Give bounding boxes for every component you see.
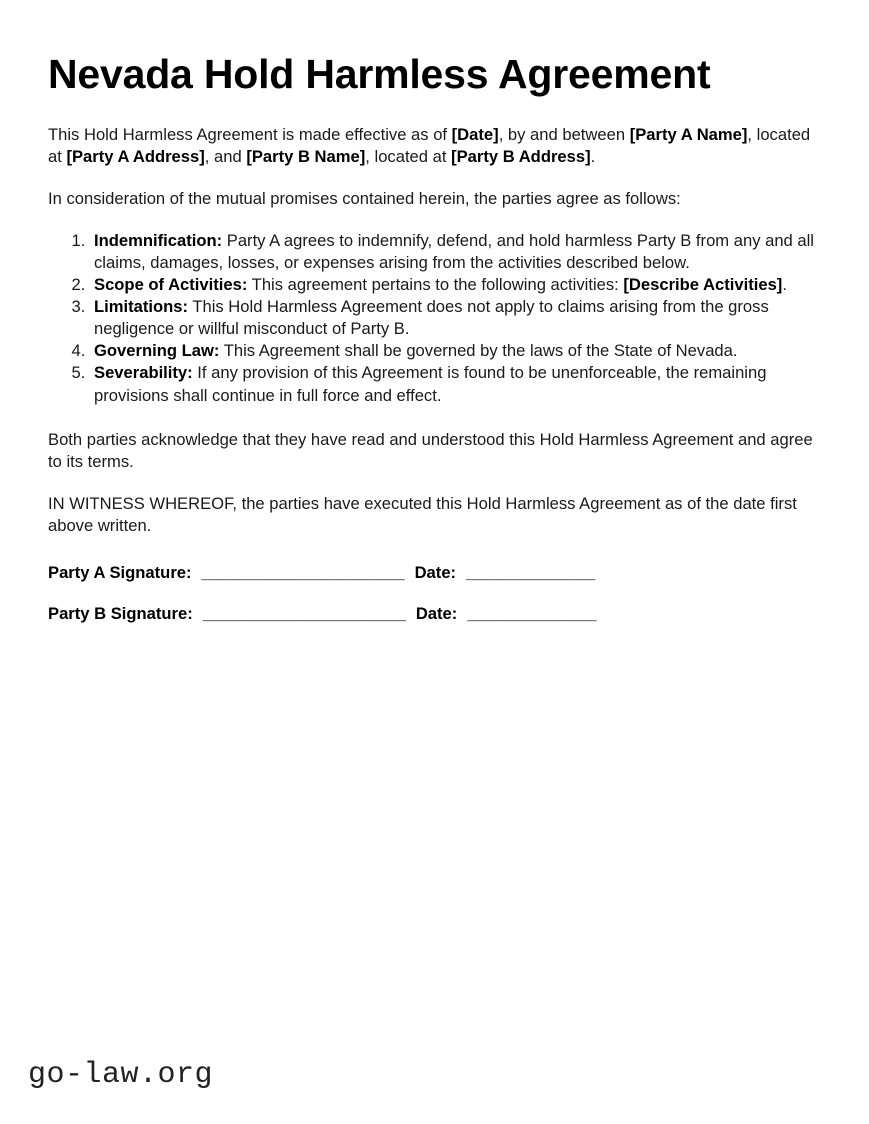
acknowledgement-paragraph: Both parties acknowledge that they have read and understood this Hold Harmless Agreement and agree to its terms.	[48, 429, 813, 471]
intro-text-run: , by and between	[498, 124, 630, 144]
intro-text-run: , located at	[365, 146, 452, 166]
clause-list	[48, 230, 823, 407]
intro-placeholder-party-a-name: [Party A Name]	[629, 124, 748, 144]
intro-placeholder-date: [Date]	[451, 124, 499, 144]
party-b-date-label: Date:	[415, 604, 458, 624]
clause-heading: Scope of Activities:	[94, 275, 248, 295]
party-a-date-line[interactable]: ______________	[466, 562, 596, 582]
page-title: Nevada Hold Harmless Agreement	[48, 51, 711, 97]
witness-paragraph: IN WITNESS WHEREOF, the parties have executed this Hold Harmless Agreement as of the date first above written.	[48, 493, 797, 535]
list-item	[90, 296, 823, 340]
clause-body: Party A agrees to indemnify, defend, and hold harmless Party B from any and all claims, damages, losses, or expenses arising from the activities described below.	[94, 231, 814, 273]
clause-body: This Hold Harmless Agreement does not apply to claims arising from the gross negligence or willful misconduct of Party B.	[94, 297, 769, 339]
intro-placeholder-party-a-address: [Party A Address]	[66, 146, 205, 166]
list-item	[90, 230, 823, 274]
intro-placeholder-party-b-name: [Party B Name]	[246, 146, 366, 166]
intro-paragraph	[48, 124, 823, 168]
party-b-signature-label: Party B Signature:	[48, 604, 193, 624]
clause-body-tail: .	[782, 275, 787, 295]
list-item	[90, 274, 823, 296]
intro-text-run: This Hold Harmless Agreement is made effective as of	[48, 124, 452, 144]
intro-text-run: , and	[204, 146, 247, 166]
list-item	[90, 340, 823, 362]
list-item	[90, 362, 823, 406]
intro-text-run: .	[590, 146, 596, 166]
clause-heading: Indemnification:	[94, 231, 223, 251]
party-a-signature-line[interactable]: ______________________	[201, 562, 405, 582]
signature-row-party-b	[48, 602, 823, 625]
clause-heading: Severability:	[94, 363, 193, 383]
clause-heading: Governing Law:	[94, 341, 220, 361]
intro-text-run: , located at	[48, 124, 811, 166]
party-b-date-line[interactable]: ______________	[467, 604, 597, 624]
clause-placeholder: [Describe Activities]	[623, 275, 783, 295]
clause-body: If any provision of this Agreement is found to be unenforceable, the remaining provisions shall continue in full force and effect.	[94, 363, 767, 405]
document-content	[48, 52, 823, 643]
signature-block	[48, 561, 823, 625]
intro-placeholder-party-b-address: [Party B Address]	[451, 146, 591, 166]
party-a-signature-label: Party A Signature:	[48, 562, 192, 582]
party-a-date-label: Date:	[414, 562, 457, 582]
clause-heading: Limitations:	[94, 297, 189, 317]
consideration-paragraph: In consideration of the mutual promises contained herein, the parties agree as follows:	[48, 189, 681, 209]
party-b-signature-line[interactable]: ______________________	[202, 604, 406, 624]
footer-watermark: go-law.org	[28, 1058, 214, 1092]
clause-body: This Agreement shall be governed by the laws of the State of Nevada.	[219, 341, 738, 361]
clause-body: This agreement pertains to the following activities:	[247, 275, 624, 295]
signature-row-party-a	[48, 561, 823, 584]
